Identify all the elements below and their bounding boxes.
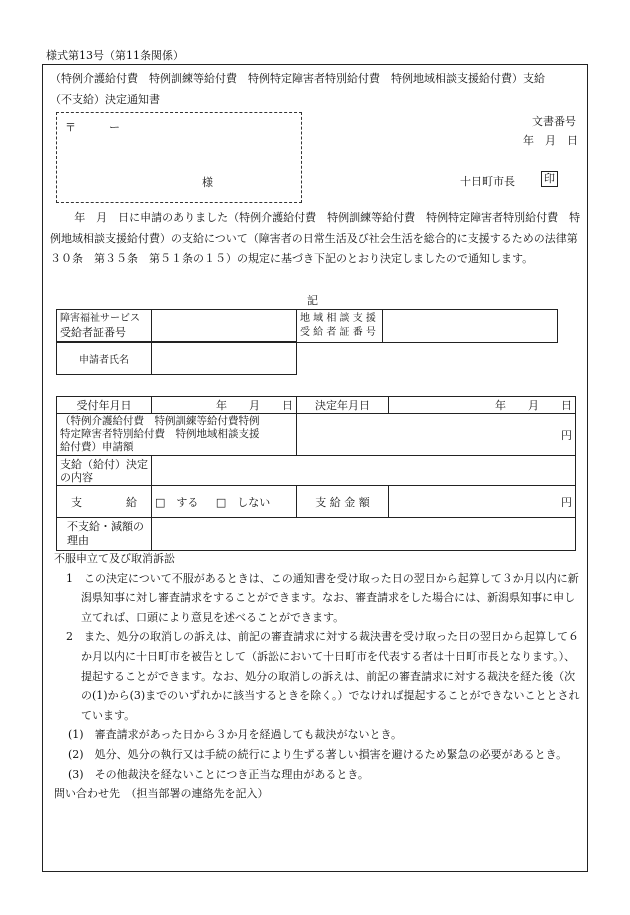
- decision-table: [56, 396, 576, 551]
- address-box: [56, 112, 302, 203]
- received-date-value: 年 月 日: [152, 397, 297, 414]
- ki-heading: 記: [307, 294, 318, 307]
- payment-amount-label: 支 給 金 額: [297, 486, 389, 518]
- decision-date-value: 年 月 日: [389, 397, 576, 414]
- service-number-label: 障害福祉サービス 受給者証番号: [57, 310, 152, 343]
- issuer-mayor: 十日町市長: [460, 175, 515, 188]
- applicant-name-label: 申請者氏名: [57, 342, 152, 375]
- contact-info: 問い合わせ先 （担当部署の連絡先を記入）: [54, 787, 269, 801]
- title-line-2: （不支給）決定通知書: [50, 93, 160, 106]
- area-support-number-label: 地 域 相 談 支 援 受 給 者 証 番 号: [297, 310, 383, 343]
- title-line-1: （特例介護給付費 特例訓練等給付費 特例特定障害者特別給付費 特例地域相談支援給付費）支給: [50, 72, 545, 85]
- appeal-item-1: 1 この決定について不服があるときは、この通知書を受け取った日の翌日から起算して３か月以内に新潟県知事に対し審査請求をすることができます。なお、審査請求をした場合には、新潟県知事に申し立てれば、口頭により意見を述べることができます。: [66, 571, 579, 624]
- service-number-cells: [152, 310, 297, 343]
- received-date-label: 受付年月日: [57, 397, 152, 414]
- area-support-number-cells: [383, 310, 558, 343]
- recipient-honorific: 様: [202, 176, 213, 189]
- appeal-sub-item-3: (3) その他裁決を経ないことにつき正当な理由があるとき。: [68, 767, 369, 781]
- payment-label: 支 給: [57, 486, 152, 518]
- appeal-heading: 不服申立て及び取消訴訟: [54, 552, 175, 565]
- appeal-notes: [54, 549, 584, 804]
- appeal-item-2: 2 また、処分の取消しの訴えは、前記の審査請求に対する裁決書を受け取った日の翌日から起算して６か月以内に十日町市を被告として（訴訟において十日町市を代表する者は十日町市長となります。）、提起することができます。なお、処分の取消しの訴えは、前記の審査請求に対する裁決を経た後（次の(1)から(3)までのいずれかに該当するときを除く。）でなければ提起することができないこととされています。: [66, 630, 580, 722]
- decision-content-label: 支給（給付）決定の内容: [57, 456, 152, 486]
- notice-paragraph: 年 月 日に申請のありました（特例介護給付費 特例訓練等給付費 特例特定障害者特別給付費 特例地域相談支援給付費）の支給について（障害者の日常生活及び社会生活を総合的に支援するための法律第３０条 第３５条 第５１条の１５）の規定に基づき下記のとおり決定しましたので通知します。: [50, 211, 581, 265]
- postal-code: 〒 ー: [65, 121, 120, 134]
- document-number: 文書番号: [532, 115, 576, 128]
- non-payment-reason-value: [152, 518, 576, 551]
- applicant-table: [56, 341, 297, 375]
- payment-yes-checkbox[interactable]: □ する: [155, 495, 199, 509]
- decision-content-value: [152, 456, 576, 486]
- appeal-sub-item-2: (2) 処分、処分の執行又は手続の続行により生ずる著しい損害を避けるため緊急の必要があるとき。: [68, 747, 568, 761]
- application-amount-label: （特例介護給付費 特例訓練等給付費特例特定障害者特別給付費 特例地域相談支援給付費）申請額: [57, 414, 297, 456]
- seal-mark: 印: [541, 171, 558, 187]
- decision-date-label: 決定年月日: [297, 397, 389, 414]
- issue-date: 年 月 日: [523, 134, 578, 147]
- applicant-name-value: [152, 342, 297, 375]
- form-number: 様式第13号（第11条関係）: [46, 49, 184, 62]
- application-amount-value: 円: [297, 414, 576, 456]
- non-payment-reason-label: 不支給・減額の理由: [57, 518, 152, 551]
- payment-options: [152, 486, 297, 518]
- recipient-table: [56, 309, 558, 343]
- payment-amount-value: 円: [389, 486, 576, 518]
- appeal-sub-item-1: (1) 審査請求があった日から３か月を経過しても裁決がないとき。: [68, 728, 403, 742]
- payment-no-checkbox[interactable]: □ しない: [215, 495, 271, 509]
